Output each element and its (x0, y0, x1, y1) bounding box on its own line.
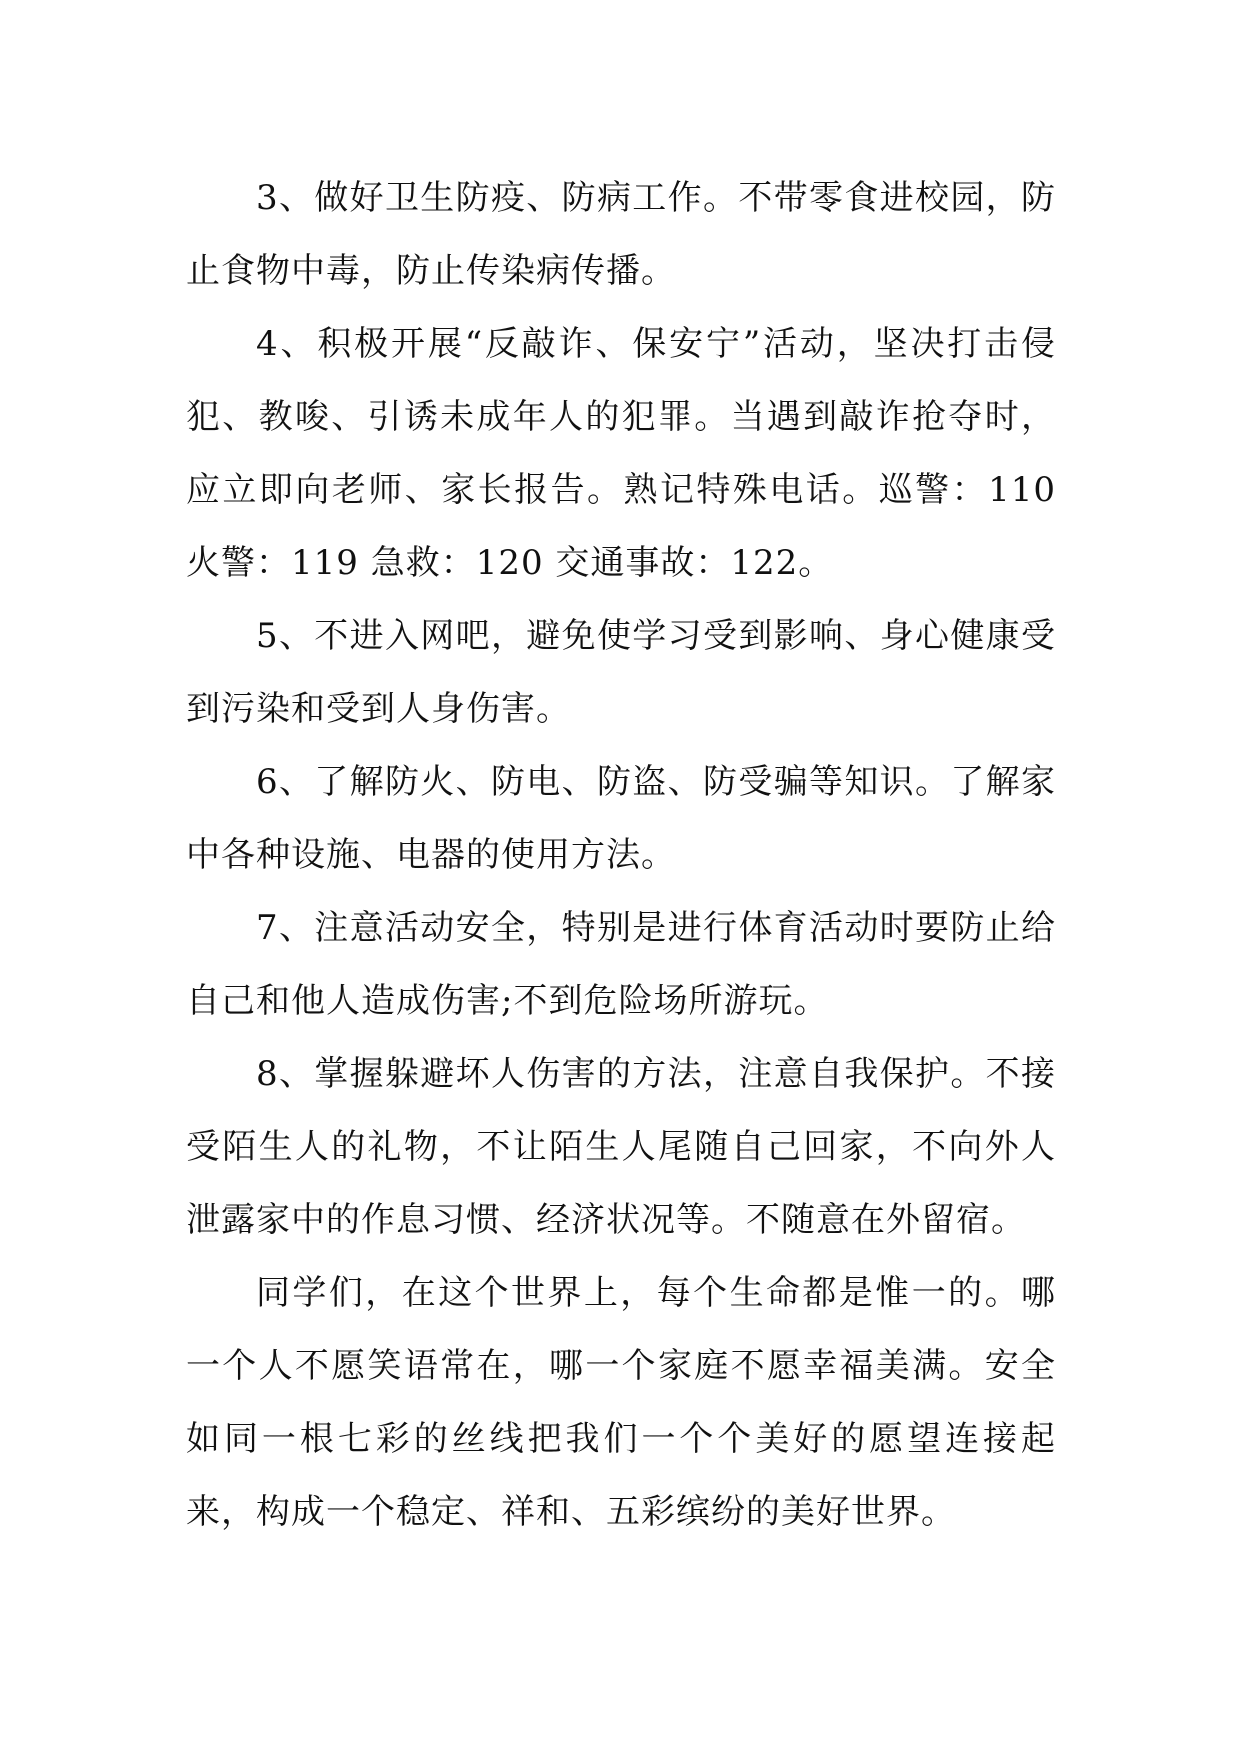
document-body (186, 162, 1056, 1549)
paragraph-item-4: 4、积极开展“反敲诈、保安宁”活动，坚决打击侵犯、教唆、引诱未成年人的犯罪。当遇到敲诈抢夺时，应立即向老师、家长报告。熟记特殊电话。巡警：110 火警：119 急救：120 交通事故：122。 (186, 324, 1056, 583)
paragraph-item-3: 3、做好卫生防疫、防病工作。不带零食进校园，防止食物中毒，防止传染病传播。 (186, 178, 1056, 291)
paragraph-item-8: 8、掌握躲避坏人伤害的方法，注意自我保护。不接受陌生人的礼物，不让陌生人尾随自己回家，不向外人泄露家中的作息习惯、经济状况等。不随意在外留宿。 (186, 1054, 1056, 1240)
paragraph-item-6: 6、了解防火、防电、防盗、防受骗等知识。了解家中各种设施、电器的使用方法。 (186, 762, 1056, 875)
closing-paragraph: 同学们，在这个世界上，每个生命都是惟一的。哪一个人不愿笑语常在，哪一个家庭不愿幸福美满。安全如同一根七彩的丝线把我们一个个美好的愿望连接起来，构成一个稳定、祥和、五彩缤纷的美好世界。 (186, 1273, 1056, 1532)
paragraph-item-5: 5、不进入网吧，避免使学习受到影响、身心健康受到污染和受到人身伤害。 (186, 616, 1056, 729)
paragraph-item-7: 7、注意活动安全，特别是进行体育活动时要防止给自己和他人造成伤害;不到危险场所游玩。 (186, 908, 1056, 1021)
